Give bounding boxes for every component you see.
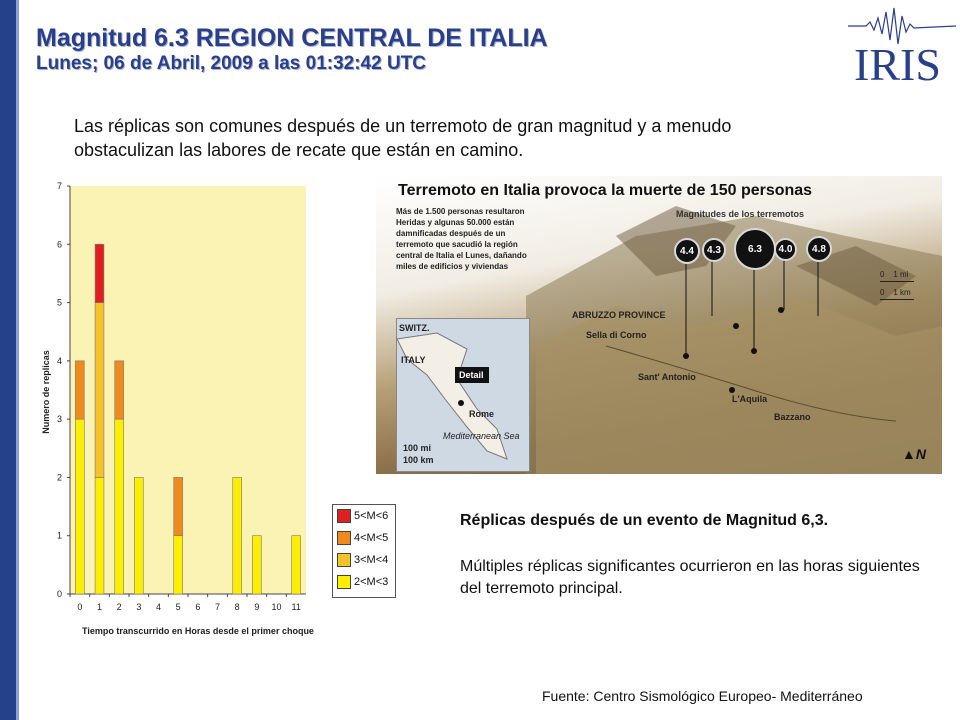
x-tick-label: 9 bbox=[254, 602, 260, 612]
label-bazzano: Bazzano bbox=[774, 412, 811, 422]
inset-scale-km: 100 km bbox=[403, 455, 434, 465]
page-title: Magnitud 6.3 REGION CENTRAL DE ITALIA bbox=[36, 24, 548, 52]
aftershock-chart-svg bbox=[36, 170, 360, 640]
label-abruzzo: ABRUZZO PROVINCE bbox=[572, 310, 666, 320]
x-tick-label: 11 bbox=[291, 602, 301, 612]
bar-segment bbox=[75, 419, 84, 594]
caption-title: Réplicas después de un evento de Magnitud 6,3. bbox=[460, 512, 829, 529]
italy-inset-map bbox=[396, 318, 530, 472]
y-tick-label: 1 bbox=[56, 530, 62, 541]
bar-segment bbox=[174, 536, 183, 594]
magnitude-marker: 4.4 bbox=[674, 238, 700, 264]
x-tick-label: 6 bbox=[195, 602, 201, 612]
x-tick-label: 10 bbox=[271, 602, 282, 612]
left-accent-line bbox=[16, 0, 19, 720]
legend-item-5-6 bbox=[337, 509, 388, 525]
legend-label: 5<M<6 bbox=[354, 509, 389, 522]
x-tick-label: 4 bbox=[155, 602, 162, 612]
y-tick-label: 0 bbox=[56, 589, 62, 599]
label-laquila: L'Aquila bbox=[732, 394, 768, 404]
bar-segment bbox=[95, 244, 104, 302]
magnitude-marker: 4.3 bbox=[702, 238, 726, 262]
bar-segment bbox=[174, 477, 183, 535]
inset-label-switz: SWITZ. bbox=[399, 323, 430, 333]
inset-label-italy: ITALY bbox=[401, 355, 426, 365]
chart-x-axis-label: Tiempo transcurrido en Horas desde el primer choque bbox=[82, 626, 314, 636]
y-tick-label: 4 bbox=[56, 355, 62, 366]
north-arrow-icon: ▲N bbox=[902, 446, 926, 462]
legend-label: 4<M<5 bbox=[354, 531, 389, 544]
legend-swatch bbox=[337, 531, 351, 545]
x-tick-label: 1 bbox=[96, 602, 103, 612]
bar-segment bbox=[252, 536, 261, 594]
intro-paragraph: Las réplicas son comunes después de un terremoto de gran magnitud y a menudo obstaculizan las labores de recate que están en camino. bbox=[74, 116, 732, 160]
bar-segment bbox=[115, 419, 124, 594]
magnitude-marker: 4.8 bbox=[806, 236, 832, 262]
source-footer: Fuente: Centro Sismológico Europeo- Mediterráneo bbox=[542, 688, 863, 704]
page-subtitle: Lunes; 06 de Abril, 2009 a las 01:32:42 UTC bbox=[36, 53, 427, 74]
y-tick-label: 2 bbox=[56, 472, 62, 483]
iris-logo bbox=[848, 4, 956, 84]
caption-text: Múltiples réplicas significantes ocurrieron en las horas siguientes del terremoto principal. bbox=[460, 558, 920, 597]
x-tick-label: 5 bbox=[175, 602, 181, 612]
bar-segment bbox=[95, 477, 104, 594]
map-title: Terremoto en Italia provoca la muerte de 150 personas bbox=[398, 182, 813, 199]
magnitudes-label: Magnitudes de los terremotos bbox=[676, 209, 805, 219]
legend-swatch bbox=[337, 575, 351, 589]
chart-legend bbox=[332, 504, 396, 598]
y-tick-label: 3 bbox=[56, 414, 62, 425]
inset-label-sea: Mediterranean Sea bbox=[443, 431, 520, 441]
left-accent-bar bbox=[0, 0, 16, 720]
inset-scale-mi: 100 mi bbox=[403, 443, 432, 453]
legend-swatch bbox=[337, 553, 351, 567]
logo-text: IRIS bbox=[854, 39, 941, 84]
magnitude-marker: 4.0 bbox=[774, 238, 797, 261]
label-sant-antonio: Sant' Antonio bbox=[638, 372, 696, 382]
plot-area bbox=[70, 186, 306, 594]
legend-label: 3<M<4 bbox=[354, 553, 389, 566]
x-tick-label: 8 bbox=[234, 602, 240, 612]
inset-label-rome: Rome bbox=[469, 409, 495, 419]
italy-earthquake-map bbox=[376, 176, 942, 474]
legend-label: 2<M<3 bbox=[354, 575, 389, 588]
x-tick-label: 7 bbox=[214, 602, 221, 612]
x-tick-label: 0 bbox=[77, 602, 83, 612]
y-tick-label: 6 bbox=[56, 239, 62, 250]
x-tick-label: 2 bbox=[116, 602, 122, 612]
map-note: Más de 1.500 personas resultaron Heridas y algunas 50.000 están damnificadas después de un terremoto que sacudió la región central de Italia el Lunes, dañando miles de edificios y viviendas bbox=[396, 207, 527, 271]
bar-segment bbox=[233, 477, 242, 594]
bar-segment bbox=[292, 536, 301, 594]
bar-segment bbox=[75, 361, 84, 419]
chart-y-axis-label: Numero de replicas bbox=[41, 350, 51, 434]
y-tick-label: 7 bbox=[56, 181, 62, 191]
legend-item-3-4 bbox=[337, 553, 388, 569]
magnitude-marker-main: 6.3 bbox=[734, 228, 776, 270]
y-tick-label: 5 bbox=[56, 297, 62, 308]
aftershock-chart bbox=[36, 170, 360, 640]
x-tick-label: 3 bbox=[136, 602, 142, 612]
label-sella-di-corno: Sella di Corno bbox=[586, 330, 647, 340]
bar-segment bbox=[115, 361, 124, 419]
inset-label-detail: Detail bbox=[459, 370, 484, 380]
map-scale: 0 1 mi 0 1 km bbox=[880, 270, 914, 300]
legend-item-2-3 bbox=[337, 575, 388, 591]
bar-segment bbox=[95, 303, 104, 478]
bar-segment bbox=[134, 477, 143, 594]
legend-item-4-5 bbox=[337, 531, 388, 547]
legend-swatch bbox=[337, 509, 351, 523]
